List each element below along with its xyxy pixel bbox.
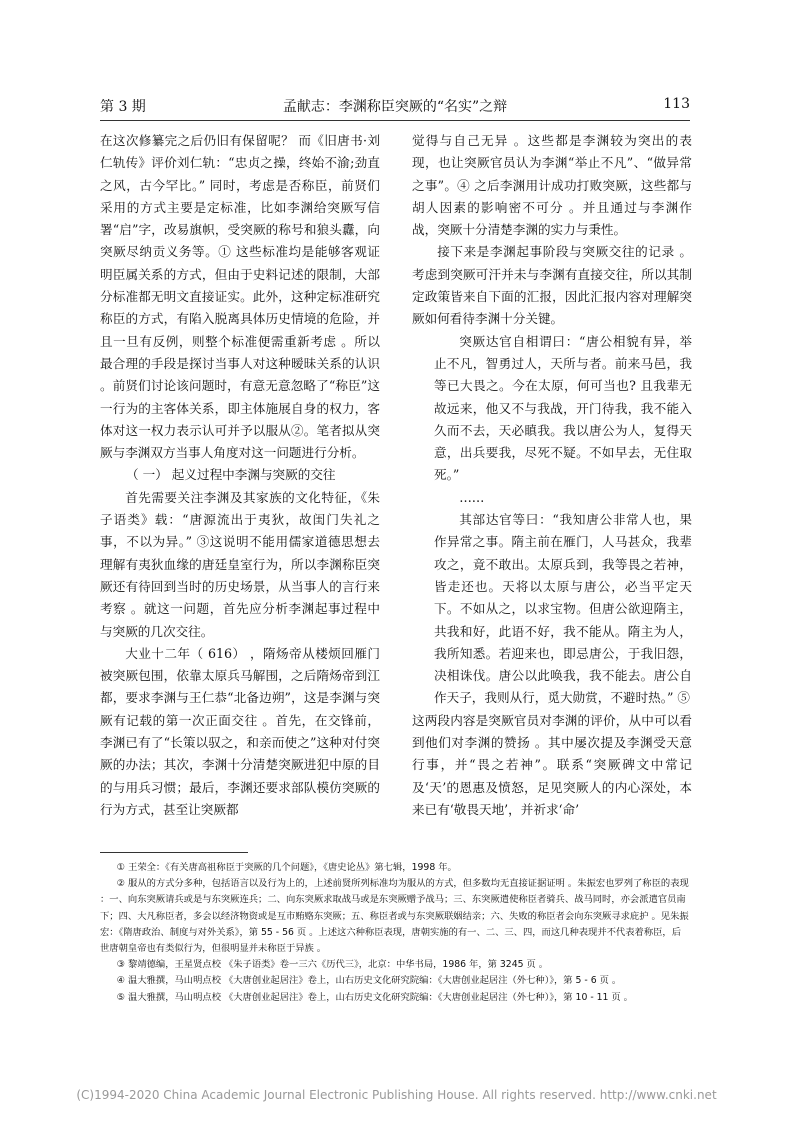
section-heading: （ 一） 起义过程中李渊与突厥的交往: [126, 467, 336, 483]
paragraph: 觉得与自己无异 。这些都是李渊较为突出的表现，也让突厥官员认为李渊“举止不凡”、“做异常之事”。④ 之后李渊用计成功打败突厥，这些都与胡人因素的影响密不可分 。并且通过与李渊作战，突厥十分清楚李渊的实力与秉性。: [412, 133, 692, 238]
paragraph: 接下来是李渊起事阶段与突厥交往的记录 。考虑到突厥可汗并未与李渊有直接交往，所以其制定政策皆来自下面的汇报，因此汇报内容对理解突厥如何看待李渊十分关键。: [412, 244, 692, 327]
footnote-rule: [100, 852, 248, 853]
footnote: ⑤ 温大雅撰，马山明点校 《大唐创业起居注》卷上，山右历史文化研究院编：《大唐创业起居注（外七种）》，第 10 - 11 页 。: [116, 991, 633, 1003]
left-column: [100, 130, 380, 821]
page-number: 113: [663, 96, 690, 112]
running-header: [100, 96, 690, 118]
ellipsis: ……: [459, 489, 485, 505]
paragraph: 大业十二年（ 616） ，隋炀帝从楼烦回雁门被突厥包围，依靠太原兵马解围，之后隋炀帝到江都，要求李渊与王仁恭“北备边朔”，这是李渊与突厥有记载的第一次正面交往 。首先，在交锋前，李渊已有了“长策以驭之，和亲而使之”这种对付突厥的办法；其次，李渊十分清楚突厥进犯中原的目的与用兵习惯；最后，李渊还要求部队模仿突厥的行为方式，甚至让突厥都: [100, 645, 380, 817]
copyright-watermark: (C)1994-2020 China Academic Journal Electronic Publishing House. All rights reserved. http://www.cnki.net: [76, 1088, 717, 1102]
footnotes: [100, 860, 690, 1006]
paragraph: 这两段内容是突厥官员对李渊的评价，从中可以看到他们对李渊的赞扬 。其中屡次提及李渊受天意行事，并“畏之若神”。联系“突厥碑文中常记及‘天’的恩惠及愤怒，足见突厥人的内心深处，本来已有‘敬畏天地’，并祈求‘命’: [412, 712, 692, 817]
paragraph: 在这次修纂完之后仍旧有保留呢？ 而《旧唐书·刘仁轨传》评价刘仁轨：“忠贞之操，终始不渝;劲直之风，古今罕比。” 同时，考虑是否称臣，前贤们采用的方式主要是定标准，比如李渊给突厥写信署“启”字，改易旗帜，受突厥的称号和狼头纛，向突厥尽纳贡义务等。① 这些标准均是能够客观证明臣属关系的方式，但由于史料记述的限制，大部分标准都无明文直接证实。此外，这种定标准研究称臣的方式，有陷入脱离具体历史情境的危险，并且一旦有反例，则整个标准便需重新考虑 。所以最合理的手段是探讨当事人对这种暧昧关系的认识 。前贤们讨论该问题时，有意无意忽略了“称臣”这一行为的主客体关系，即主体施展自身的权力，客体对这一权力表示认可并予以服从②。笔者拟从突厥与李渊双方当事人角度对这一问题进行分析。: [100, 133, 380, 461]
footnote: ③ 黎靖德编，王星贤点校 《朱子语类》卷一三六《历代三》，北京：中华书局，1986 年，第 3245 页 。: [116, 959, 549, 971]
header-rule: [100, 120, 690, 121]
footnote: ① 王荣全：《有关唐高祖称臣于突厥的几个问题》，《唐史论丛》第七辑，1998 年。: [116, 862, 457, 873]
article-title: 孟献志：李渊称臣突厥的“名实”之辩: [282, 99, 508, 115]
block-quote: 突厥达官自相谓曰：“唐公相貌有异，举止不凡，智勇过人，天所与者。前来马邑，我等已大畏之。今在太原，何可当也? 且我辈无故远来，他又不与我战，开门待我，我不能入久而不去，天必瞋我。我以唐公为人，复得天意，出兵要我，尽死不疑。不如早去，无住取死。”: [434, 333, 692, 483]
footnote: ④ 温大雅撰，马山明点校 《大唐创业起居注》卷上，山右历史文化研究院编：《大唐创业起居注（外七种）》，第 5 - 6 页 。: [116, 975, 622, 987]
paragraph: 首先需要关注李渊及其家族的文化特征，《朱子语类》载：“唐源流出于夷狄，故闺门失礼之事，不以为异。” ③这说明不能用儒家道德思想去理解有夷狄血缘的唐廷皇室行为，所以李渊称臣突厥还有待回到当时的历史场景，从当事人的言行来考察 。就这一问题，首先应分析李渊起事过程中与突厥的几次交往。: [100, 489, 380, 639]
footnote: ② 服从的方式分多种，包括语言以及行为上的，上述前贤所列标准均为服从的方式，但多数均无直接证据证明 。朱振宏也罗列了称臣的表现 ：一、向东突厥请兵或是与东突厥连兵；二、向东突厥求取战马或是东突厥赠予战马；三、东突厥遣使称臣者骑兵、战马同时，亦会派遣官员南下；四、大凡称臣者，多会以经济物资或是互市贿赂东突厥；五、称臣者或与东突厥联姻结亲；六、失败的称臣者会向东突厥寻求庇护 。见朱振宏：《隋唐政治、制度与对外关系》，第 55 - 56 页 。上述这六种称臣表现，唐朝实施的有一、二、三、四，而这几种表现并不代表着称臣，后世唐朝皇帝也有类似行为，但很明显并未称臣于异族 。: [100, 878, 689, 955]
block-quote: 其部达官等曰：“我知唐公非常人也，果作异常之事。隋主前在雁门，人马甚众，我辈攻之，竟不敢出。太原兵到，我等畏之若神，皆走还也。天将以太原与唐公，必当平定天下。不如从之，以求宝物。但唐公欲迎隋主，共我和好，此语不好，我不能从。隋主为人，我所知悉。若迎来也，即忌唐公，于我旧怨，决相诛伐。唐公以此唤我，我不能去。唐公自作天子，我则从行，觅大勋赏，不避时热。” ⑤: [434, 512, 692, 706]
issue-number: 第 3 期: [100, 99, 146, 115]
right-column: [412, 130, 692, 821]
